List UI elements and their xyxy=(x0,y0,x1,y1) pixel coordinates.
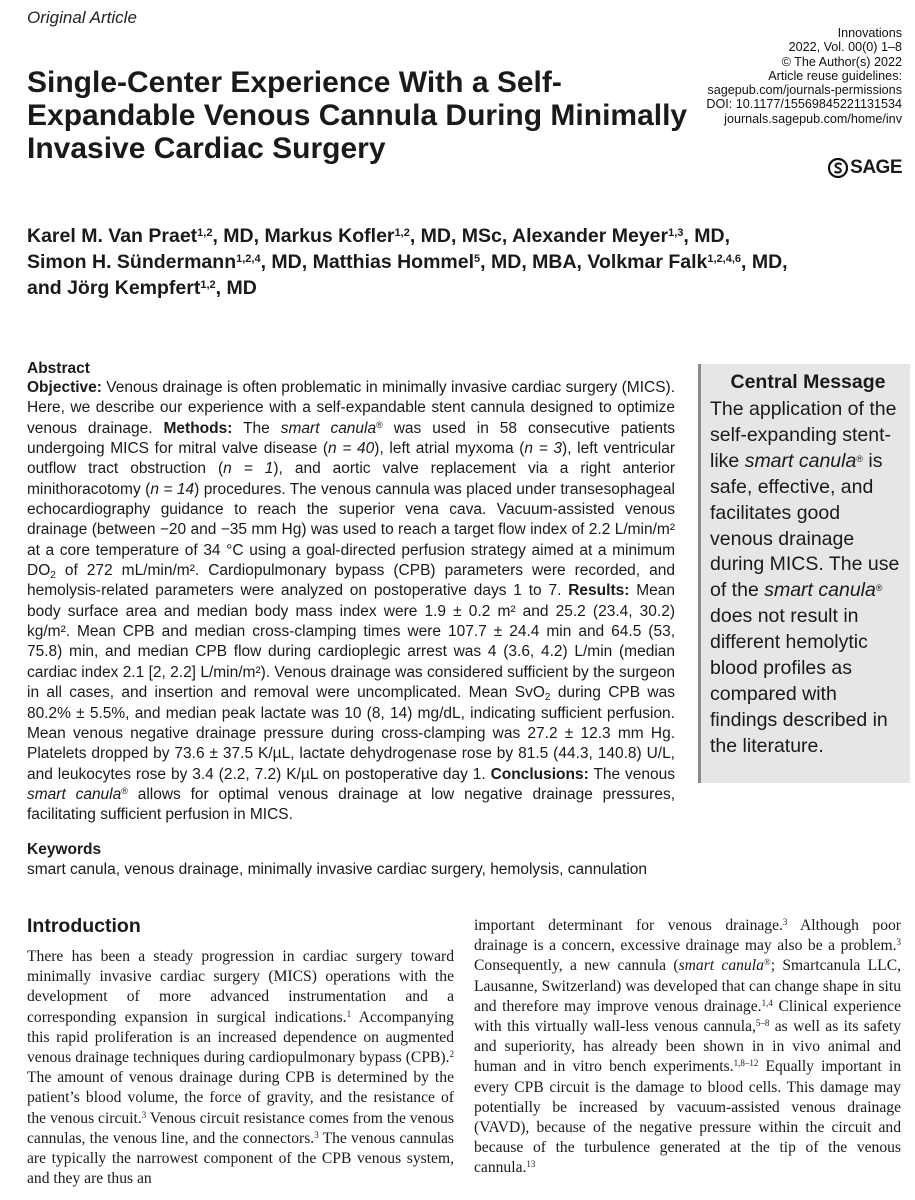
results-text: Mean body surface area and median body mass index were 1.9 ± 0.2 m² and 25.2 (23.4, 30.2) kg/m². Mean CPB and median cross-clamping times were 107.7 ± 24.4 min and 64.5 (53, 75.8) min, and median CPB flow during cardioplegic arrest was 4 (3.6, 4.2) L/min (median cardiac index 2.1 [2, 2.2] L/min/m²). Venous drainage was considered sufficient by the surgeon in all cases, and insertion and removal were uncomplicated. Mean SvO xyxy=(27,582,675,702)
body-text: Accompanying this rapid proliferation is an increased dependence on augmented venous drainage techniques during cardiopulmonary bypass (CPB). xyxy=(27,1008,454,1067)
device-name: smart canula xyxy=(280,419,377,437)
doi-link[interactable]: DOI: 10.1177/15569845221131534 xyxy=(706,97,902,112)
author-degree: , MD, xyxy=(741,251,788,273)
subscript: 2 xyxy=(544,692,551,704)
body-text: as well as its safety and superiority, has already been shown in in vivo animal and human and in vitro bench experiments. xyxy=(474,1018,901,1076)
article-title: Single-Center Experience With a Self-Expandable Venous Cannula During Minimally Invasive Cardiac Surgery xyxy=(27,66,688,165)
central-message-box xyxy=(698,364,910,783)
body-text: There has been a steady progression in cardiac surgery toward minimally invasive cardiac surgery (MICS) operations with the development of more advanced instrumentation and a corresponding expansion in surgical indications. xyxy=(27,948,454,1026)
body-text: Although poor drainage is a concern, excessive drainage may also be a problem. xyxy=(474,917,901,955)
device-name: smart canula xyxy=(678,957,764,975)
registered-mark: ® xyxy=(376,419,383,430)
conclusions-label: Conclusions: xyxy=(490,765,589,783)
device-name: smart canula xyxy=(744,449,857,472)
central-message-title: Central Message xyxy=(730,371,886,393)
subscript: 2 xyxy=(50,570,56,582)
keywords-list: smart canula, venous drainage, minimally invasive cardiac surgery, hemolysis, cannulation xyxy=(27,861,647,878)
device-name: smart canula xyxy=(764,579,876,602)
citation-ref[interactable]: 3 xyxy=(141,1109,147,1120)
citation-ref[interactable]: 3 xyxy=(782,917,788,927)
body-text: Consequently, a new cannula ( xyxy=(474,957,679,975)
journal-homepage-link[interactable]: journals.sagepub.com/home/inv xyxy=(724,111,902,126)
methods-text: was used in 58 consecutive patients undergoing MICS for mitral valve disease ( xyxy=(27,419,676,458)
body-text: Venous circuit resistance comes from the venous cannulas, the venous line, and the connectors. xyxy=(27,1109,454,1147)
author-degree: , MD, xyxy=(212,225,265,247)
journal-name: Innovations xyxy=(837,26,902,40)
body-text: The amount of venous drainage during CPB is determined by the patient’s blood volume, the force of gravity, and the resistance of the venous circuit. xyxy=(27,1069,454,1127)
author-name: Volkmar Falk xyxy=(587,251,708,273)
citation-ref[interactable]: 1,4 xyxy=(761,997,773,1008)
sample-size: n = 14 xyxy=(150,480,195,498)
body-text: The venous cannulas are typically the narrowest component of the CPB venous system, and they are thus an xyxy=(27,1129,454,1188)
device-name: smart canula xyxy=(27,785,122,803)
central-message-text: does not result in different hemolytic blood profiles as compared with findings described in the literature. xyxy=(710,605,888,757)
methods-label: Methods: xyxy=(163,419,233,437)
keywords-heading: Keywords xyxy=(27,841,102,858)
registered-mark: ® xyxy=(875,583,883,594)
article-type-label: Original Article xyxy=(27,8,137,27)
citation-ref[interactable]: 2 xyxy=(449,1049,454,1060)
objective-label: Objective: xyxy=(27,379,102,396)
author-name: Markus Kofler xyxy=(264,225,395,247)
author-name: and Jörg Kempfert xyxy=(27,277,201,299)
author-name: Alexander Meyer xyxy=(512,225,669,247)
author-affiliation: 5 xyxy=(474,253,481,265)
author-affiliation: 1,2,4 xyxy=(236,253,261,265)
body-text: important determinant for venous drainage. xyxy=(474,917,783,934)
sample-size: n = 3 xyxy=(524,440,563,458)
methods-text: ), and aortic valve replacement via a right anterior minithoracotomy ( xyxy=(27,460,675,498)
citation-ref[interactable]: 3 xyxy=(314,1129,319,1140)
registered-mark: ® xyxy=(763,957,771,968)
registered-mark: ® xyxy=(856,453,863,464)
introduction-heading: Introduction xyxy=(27,915,141,937)
author-degree: , MD, MSc, xyxy=(409,225,513,247)
sage-logo xyxy=(828,157,902,179)
central-message-text: is safe, effective, and facilitates good venous drainage during MICS. The use of the xyxy=(710,449,900,602)
abstract-body xyxy=(27,378,675,826)
author-name: Simon H. Sündermann xyxy=(27,251,237,273)
journal-info xyxy=(642,26,902,126)
author-affiliation: 1,2 xyxy=(197,227,213,239)
methods-text: ) procedures. The venous cannula was placed under transesophageal echocardiography guidance to reach the superior vena cava. Vacuum-assisted venous drainage (between −20 and −35 mm Hg) was used to reach a target flow index of 2.2 L/min/m² at a core temperature of 34 °C using a goal-directed perfusion strategy aimed at a minimum DO xyxy=(27,480,675,580)
methods-text: of 272 mL/min/m². Cardiopulmonary bypass (CPB) parameters were recorded, and hemolysis-related parameters were analyzed on postoperative days 1 to 7. xyxy=(27,562,675,600)
author-name: Matthias Hommel xyxy=(312,251,475,273)
citation-ref[interactable]: 3 xyxy=(896,937,901,948)
author-degree: , MD, MBA, xyxy=(480,251,588,273)
objective-text: Venous drainage is often problematic in minimally invasive cardiac surgery (MICS). Here, we describe our experience with a self-expandable stent cannula designed to optimize venous drainage. xyxy=(27,379,675,437)
sage-wordmark: SAGE xyxy=(850,157,902,178)
citation-ref[interactable]: 13 xyxy=(526,1159,536,1170)
methods-text: The xyxy=(243,419,270,437)
citation-ref[interactable]: 1,8–12 xyxy=(733,1058,759,1069)
introduction-column-left xyxy=(27,947,454,1189)
central-message-body xyxy=(710,397,906,760)
sample-size: n = 40 xyxy=(328,440,375,458)
central-message-text: The application of the self-expanding stent-like xyxy=(710,398,897,472)
methods-text: ), left atrial myxoma ( xyxy=(374,440,525,458)
body-text: Equally important in every CPB circuit is the damage to blood cells. This damage may potentially be increased by vacuum-assisted venous drainage (VAVD), because of the negative pressure within the circuit and because of the turbulence generated at the tip of the venous cannula. xyxy=(474,1058,901,1177)
permissions-link[interactable]: sagepub.com/journals-permissions xyxy=(707,83,902,98)
copyright-notice: © The Author(s) 2022 xyxy=(781,54,902,69)
registered-mark: ® xyxy=(121,785,128,796)
author-degree: , MD, xyxy=(683,225,730,247)
author-affiliation: 1,2 xyxy=(394,227,410,239)
body-text: Clinical experience with this virtually wall-less venous cannula, xyxy=(474,997,901,1036)
author-affiliation: 1,2 xyxy=(200,279,216,291)
abstract-heading: Abstract xyxy=(27,360,90,377)
results-label: Results: xyxy=(568,582,630,600)
conclusions-text: allows for optimal venous drainage at low negative drainage pressures, facilitating sufficient perfusion in MICS. xyxy=(27,785,676,824)
methods-text: ), left ventricular outflow tract obstruction ( xyxy=(27,440,676,478)
citation-ref[interactable]: 5–8 xyxy=(755,1018,770,1029)
results-text: during CPB was 80.2% ± 5.5%, and median peak lactate was 10 (8, 14) mg/dL, indicating sufficient perfusion. Mean venous negative drainage pressure during cross-clamping was 27.2 ± 12.3 mm Hg. Platelets dropped by 73.6 ± 37.5 K/µL, lactate dehydrogenase rose by 81.5 (44.3, 140.8) U/L, and leukocytes rose by 3.4 (2.2, 7.2) K/µL on postoperative day 1. xyxy=(27,684,675,783)
body-text: ; Smartcanula LLC, Lausanne, Switzerland) was developed that can change shape in situ and therefore may improve venous drainage. xyxy=(474,957,902,1015)
author-affiliation: 1,2,4,6 xyxy=(707,253,741,265)
introduction-column-right xyxy=(474,916,901,1179)
author-name: Karel M. Van Praet xyxy=(27,225,198,247)
journal-issue: 2022, Vol. 00(0) 1–8 xyxy=(788,40,902,55)
sage-mark-icon xyxy=(828,158,848,178)
sample-size: n = 1 xyxy=(223,460,274,478)
conclusions-text: The venous xyxy=(593,765,675,783)
citation-ref[interactable]: 1 xyxy=(346,1008,352,1019)
reuse-label: Article reuse guidelines: xyxy=(768,68,902,83)
author-degree: , MD, xyxy=(260,251,313,273)
author-affiliation: 1,3 xyxy=(668,227,684,239)
author-list xyxy=(27,223,887,301)
author-degree: , MD xyxy=(215,277,257,299)
